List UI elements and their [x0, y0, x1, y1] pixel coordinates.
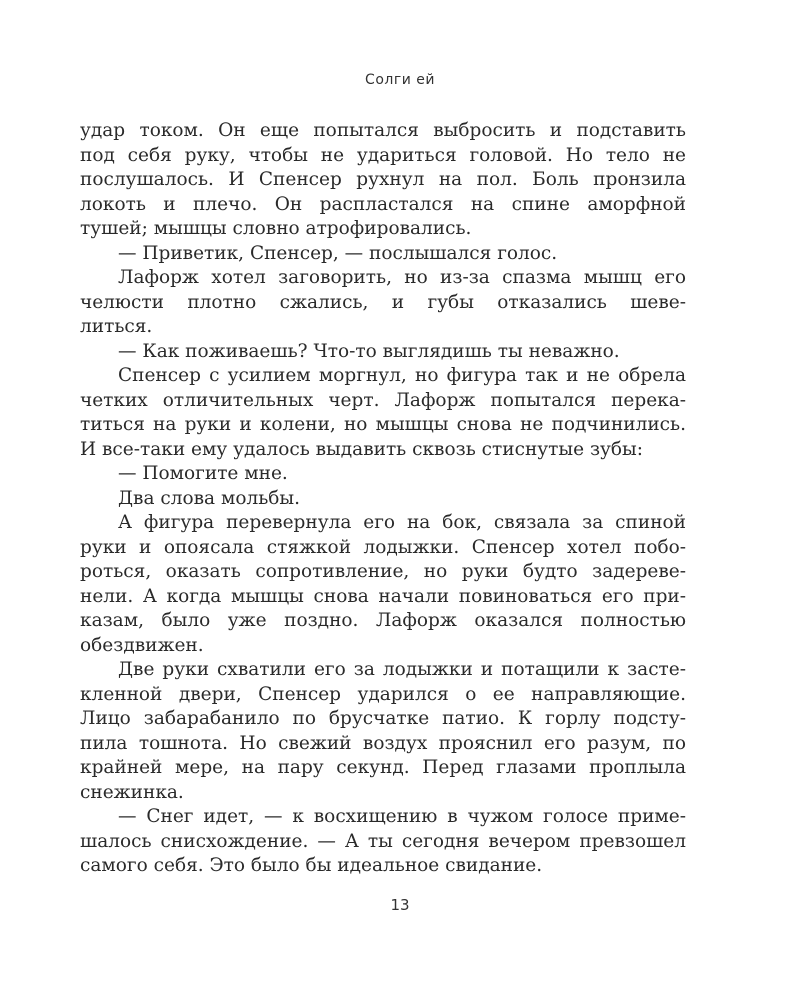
text-line: под себя руку, чтобы не удариться головой. Но тело не: [80, 144, 686, 166]
text-line: — Приветик, Спенсер, — послышался голос.: [118, 242, 558, 264]
text-line: кленной двери, Спенсер ударился о ее направляющие.: [80, 683, 686, 705]
text-line: Два слова мольбы.: [118, 487, 301, 509]
text-line: И все-таки ему удалось выдавить сквозь стиснутые зубы:: [80, 438, 644, 460]
text-line: послушалось. И Спенсер рухнул на пол. Боль пронзила: [80, 169, 686, 190]
running-head: Солги ей: [365, 72, 435, 88]
text-line: титься на руки и колени, но мышцы снова не подчинились.: [80, 414, 686, 435]
page-number: 13: [390, 896, 410, 914]
text-line: литься.: [80, 316, 153, 337]
text-line: Лафорж хотел заговорить, но из-за спазма мышц его: [118, 267, 686, 288]
text-line: крайней мере, на пару секунд. Перед глазами проплыла: [80, 757, 686, 778]
text-line: шалось снисхождение. — А ты сегодня вечером превзошел: [80, 830, 686, 852]
text-line: роться, оказать сопротивление, но руки будто задереве-: [80, 561, 686, 582]
text-line: — Как поживаешь? Что-то выглядишь ты неважно.: [118, 340, 620, 362]
text-line: — Помогите мне.: [118, 463, 288, 484]
text-line: удар током. Он еще попытался выбросить и подставить: [80, 120, 686, 141]
text-line: челюсти плотно сжались, и губы отказались шеве-: [80, 291, 686, 313]
text-line: локоть и плечо. Он распластался на спине аморфной: [80, 193, 686, 215]
text-line: Лицо забарабанило по брусчатке патио. К горлу подсту-: [80, 708, 686, 729]
text-line: самого себя. Это было бы идеальное свидание.: [80, 855, 543, 876]
text-line: казам, было уже поздно. Лафорж оказался полностью: [80, 610, 686, 631]
text-line: Спенсер с усилием моргнул, но фигура так и не обрела: [118, 365, 686, 386]
text-line: — Снег идет, — к восхищению в чужом голосе приме-: [118, 806, 686, 827]
text-line: руки и опоясала стяжкой лодыжки. Спенсер хотел побо-: [80, 536, 686, 558]
text-line: четких отличительных черт. Лафорж попытался перека-: [80, 389, 686, 411]
text-line: обездвижен.: [80, 634, 204, 656]
text-line: тушей; мышцы словно атрофировались.: [80, 218, 472, 239]
text-line: нели. А когда мышцы снова начали повиноваться его при-: [80, 585, 686, 607]
text-line: снежинка.: [80, 781, 184, 803]
text-line: Две руки схватили его за лодыжки и потащили к засте-: [118, 659, 686, 680]
body-text: [80, 119, 686, 879]
text-line: пила тошнота. Но свежий воздух прояснил его разум, по: [80, 732, 686, 754]
text-line: А фигура перевернула его на бок, связала за спиной: [118, 512, 686, 533]
